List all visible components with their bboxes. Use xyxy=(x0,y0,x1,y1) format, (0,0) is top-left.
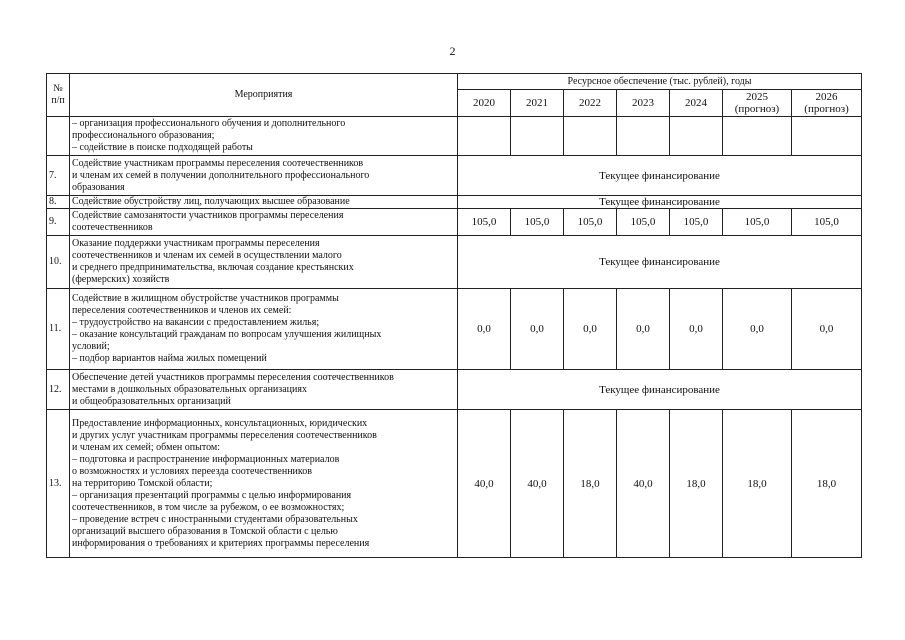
row-event: Содействие самозанятости участников программы переселения соотечественников xyxy=(70,209,458,236)
table-row xyxy=(47,196,862,209)
header-row-top xyxy=(47,74,862,90)
row-funding-merged: Текущее финансирование xyxy=(458,370,862,410)
table-row xyxy=(47,289,862,370)
row-number: 11. xyxy=(47,289,70,370)
row-number: 8. xyxy=(47,196,70,209)
row-number: 9. xyxy=(47,209,70,236)
row-value: 0,0 xyxy=(792,289,862,370)
row-value: 40,0 xyxy=(617,410,670,558)
row-funding-merged: Текущее финансирование xyxy=(458,196,862,209)
table-row xyxy=(47,156,862,196)
header-year: 2020 xyxy=(458,90,511,117)
header-num: № п/п xyxy=(47,74,70,117)
row-value: 18,0 xyxy=(723,410,792,558)
row-value: 105,0 xyxy=(511,209,564,236)
row-value: 40,0 xyxy=(458,410,511,558)
row-value: 0,0 xyxy=(670,289,723,370)
row-value: 18,0 xyxy=(564,410,617,558)
table-row xyxy=(47,209,862,236)
row-value: 0,0 xyxy=(617,289,670,370)
row-event: Содействие обустройству лиц, получающих высшее образование xyxy=(70,196,458,209)
row-value xyxy=(564,117,617,156)
row-event: Содействие участникам программы переселения соотечественников и членам их семей в получении дополнительного профессионального образования xyxy=(70,156,458,196)
row-value: 0,0 xyxy=(458,289,511,370)
row-value: 0,0 xyxy=(511,289,564,370)
row-number: 13. xyxy=(47,410,70,558)
row-value: 18,0 xyxy=(670,410,723,558)
row-value xyxy=(511,117,564,156)
row-event: – организация профессионального обучения и дополнительного профессионального образования; – содействие в поиске подходящей работы xyxy=(70,117,458,156)
row-value: 105,0 xyxy=(670,209,723,236)
row-value xyxy=(617,117,670,156)
row-value xyxy=(458,117,511,156)
row-value: 105,0 xyxy=(458,209,511,236)
row-number: 10. xyxy=(47,236,70,289)
row-event: Обеспечение детей участников программы переселения соотечественников местами в дошкольных образовательных организациях и общеобразовательных организаций xyxy=(70,370,458,410)
row-value: 105,0 xyxy=(564,209,617,236)
row-value: 18,0 xyxy=(792,410,862,558)
row-funding-merged: Текущее финансирование xyxy=(458,156,862,196)
row-value: 0,0 xyxy=(564,289,617,370)
row-value xyxy=(723,117,792,156)
table-row xyxy=(47,236,862,289)
header-year: 2026 (прогноз) xyxy=(792,90,862,117)
row-value: 40,0 xyxy=(511,410,564,558)
row-event: Оказание поддержки участникам программы переселения соотечественников и членам их семей в осуществлении малого и среднего предпринимательства, включая создание крестьянских (фермерских) хозяйств xyxy=(70,236,458,289)
row-number: 12. xyxy=(47,370,70,410)
row-value: 0,0 xyxy=(723,289,792,370)
row-event: Содействие в жилищном обустройстве участников программы переселения соотечественников и членов их семей: – трудоустройство на вакансии с предоставлением жилья; – оказание консультаций гражданам по вопросам улучшения жилищных условий; – подбор вариантов найма жилых помещений xyxy=(70,289,458,370)
row-event: Предоставление информационных, консультационных, юридических и других услуг участникам программы переселения соотечественников и членам их семей; обмен опытом: – подготовка и распространение информационных материалов о возможностях и условиях переезда соотечественников на территорию Томской области; – организация презентаций программы с целью информирования соотечественников, в том числе за рубежом, о ее возможностях; – проведение встреч с иностранными студентами образовательных организаций высшего образования в Томской области с целью информирования о требованиях и критериях программы переселения xyxy=(70,410,458,558)
header-events: Мероприятия xyxy=(70,74,458,117)
resource-table xyxy=(46,73,862,558)
row-value xyxy=(792,117,862,156)
header-year: 2024 xyxy=(670,90,723,117)
page-number: 2 xyxy=(449,44,456,58)
table-row xyxy=(47,410,862,558)
row-value: 105,0 xyxy=(792,209,862,236)
header-year: 2021 xyxy=(511,90,564,117)
row-funding-merged: Текущее финансирование xyxy=(458,236,862,289)
table-row xyxy=(47,117,862,156)
row-value: 105,0 xyxy=(723,209,792,236)
row-number: 7. xyxy=(47,156,70,196)
row-number xyxy=(47,117,70,156)
row-value: 105,0 xyxy=(617,209,670,236)
header-year: 2022 xyxy=(564,90,617,117)
row-value xyxy=(670,117,723,156)
header-resource: Ресурсное обеспечение (тыс. рублей), годы xyxy=(458,74,862,90)
header-year: 2023 xyxy=(617,90,670,117)
table-row xyxy=(47,370,862,410)
header-year: 2025 (прогноз) xyxy=(723,90,792,117)
